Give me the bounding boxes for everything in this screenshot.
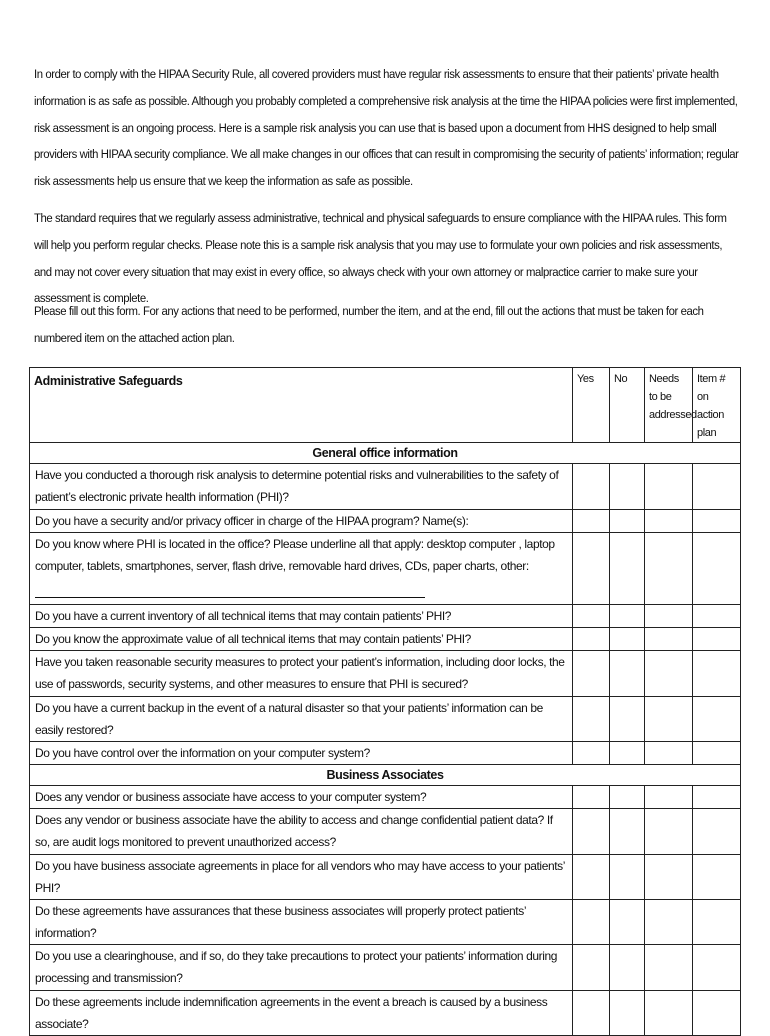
table-row	[30, 628, 741, 651]
needs-addressed-cell[interactable]	[645, 809, 693, 855]
table-row	[30, 786, 741, 809]
question-text: Do you have control over the information on your computer system?	[30, 742, 573, 765]
action-plan-item-cell[interactable]	[693, 651, 741, 697]
needs-addressed-cell[interactable]	[645, 900, 693, 945]
other-fill-in-line[interactable]	[35, 577, 425, 598]
section-title-business-associates: Business Associates	[30, 765, 741, 786]
question-text: Do you have a current inventory of all technical items that may contain patients’ PHI?	[30, 605, 573, 628]
answer-yes-cell[interactable]	[573, 786, 610, 809]
action-plan-item-cell[interactable]	[693, 786, 741, 809]
answer-no-cell[interactable]	[610, 510, 645, 533]
action-plan-item-cell[interactable]	[693, 991, 741, 1036]
answer-yes-cell[interactable]	[573, 533, 610, 605]
administrative-safeguards-table	[29, 367, 741, 1036]
answer-yes-cell[interactable]	[573, 945, 610, 991]
column-header-yes: Yes	[573, 368, 610, 443]
answer-yes-cell[interactable]	[573, 464, 610, 510]
answer-yes-cell[interactable]	[573, 651, 610, 697]
table-row	[30, 464, 741, 510]
table-header-row	[30, 368, 741, 443]
question-text: Do you know where PHI is located in the office? Please underline all that apply: desktop computer , laptop computer, tablets, smartphones, server, flash drive, removable hard drives, CDs, paper charts, other:	[35, 537, 555, 573]
action-plan-item-cell[interactable]	[693, 533, 741, 605]
table-row	[30, 605, 741, 628]
intro-paragraph-3: Please fill out this form. For any actions that need to be performed, number the item, and at the end, fill out the actions that must be taken for each numbered item on the attached action plan.	[34, 304, 704, 345]
answer-no-cell[interactable]	[610, 855, 645, 900]
needs-addressed-cell[interactable]	[645, 991, 693, 1036]
column-header-needs-addressed: Needs to be addressed	[645, 368, 693, 443]
action-plan-item-cell[interactable]	[693, 945, 741, 991]
question-text: Have you conducted a thorough risk analysis to determine potential risks and vulnerabilities to the safety of patient’s electronic private health information (PHI)?	[30, 464, 573, 510]
action-plan-item-cell[interactable]	[693, 855, 741, 900]
needs-addressed-cell[interactable]	[645, 697, 693, 742]
table-row	[30, 651, 741, 697]
needs-addressed-cell[interactable]	[645, 533, 693, 605]
answer-yes-cell[interactable]	[573, 510, 610, 533]
table-row	[30, 697, 741, 742]
table-title: Administrative Safeguards	[30, 368, 573, 443]
action-plan-item-cell[interactable]	[693, 809, 741, 855]
action-plan-item-cell[interactable]	[693, 510, 741, 533]
answer-no-cell[interactable]	[610, 464, 645, 510]
needs-addressed-cell[interactable]	[645, 945, 693, 991]
action-plan-item-cell[interactable]	[693, 742, 741, 765]
action-plan-item-cell[interactable]	[693, 900, 741, 945]
answer-no-cell[interactable]	[610, 605, 645, 628]
answer-no-cell[interactable]	[610, 991, 645, 1036]
intro-paragraph-1: In order to comply with the HIPAA Security Rule, all covered providers must have regular risk assessments to ensure that their patients’ private health information is as safe as possible. Although you probably completed a comprehensive risk analysis at the time the HIPAA policies were first implemented, risk assessment is an ongoing process. Here is a sample risk analysis you can use that is based upon a document from HHS designed to help small providers with HIPAA security compliance. We all make changes in our offices that can result in compromising the security of patients’ information; regular risk assessments help us ensure that we keep the information as safe as possible.	[34, 67, 739, 189]
table-row	[30, 991, 741, 1036]
answer-no-cell[interactable]	[610, 697, 645, 742]
needs-addressed-cell[interactable]	[645, 510, 693, 533]
question-text: Do you use a clearinghouse, and if so, do they take precautions to protect your patients’ information during processing and transmission?	[30, 945, 573, 991]
answer-no-cell[interactable]	[610, 628, 645, 651]
answer-yes-cell[interactable]	[573, 742, 610, 765]
question-text: Does any vendor or business associate have access to your computer system?	[30, 786, 573, 809]
question-cell	[30, 533, 573, 605]
table-row	[30, 900, 741, 945]
answer-yes-cell[interactable]	[573, 991, 610, 1036]
answer-no-cell[interactable]	[610, 809, 645, 855]
question-text: Do you have a current backup in the event of a natural disaster so that your patients’ information can be easily restored?	[30, 697, 573, 742]
needs-addressed-cell[interactable]	[645, 786, 693, 809]
answer-no-cell[interactable]	[610, 786, 645, 809]
answer-yes-cell[interactable]	[573, 855, 610, 900]
table-row	[30, 809, 741, 855]
action-plan-item-cell[interactable]	[693, 697, 741, 742]
intro-paragraph-2: The standard requires that we regularly assess administrative, technical and physical safeguards to ensure compliance with the HIPAA rules. This form will help you perform regular checks. Please note this is a sample risk analysis that you may use to formulate your own policies and risk assessments, and may not cover every situation that may exist in every office, so always check with your own attorney or malpractice carrier to make sure your assessment is complete.	[34, 211, 727, 306]
question-text: Does any vendor or business associate have the ability to access and change confidential patient data? If so, are audit logs monitored to prevent unauthorized access?	[30, 809, 573, 855]
question-text: Do you have business associate agreements in place for all vendors who may have access to your patients’ PHI?	[30, 855, 573, 900]
table-row	[30, 742, 741, 765]
needs-addressed-cell[interactable]	[645, 742, 693, 765]
answer-no-cell[interactable]	[610, 651, 645, 697]
question-text: Do these agreements have assurances that these business associates will properly protect patients’ information?	[30, 900, 573, 945]
needs-addressed-cell[interactable]	[645, 628, 693, 651]
needs-addressed-cell[interactable]	[645, 855, 693, 900]
question-text: Do these agreements include indemnification agreements in the event a breach is caused by a business associate?	[30, 991, 573, 1036]
answer-yes-cell[interactable]	[573, 605, 610, 628]
table-row	[30, 945, 741, 991]
action-plan-item-cell[interactable]	[693, 605, 741, 628]
answer-yes-cell[interactable]	[573, 900, 610, 945]
table-row	[30, 533, 741, 605]
question-text: Have you taken reasonable security measures to protect your patient’s information, including door locks, the use of passwords, security systems, and other measures to ensure that PHI is secured?	[30, 651, 573, 697]
answer-no-cell[interactable]	[610, 945, 645, 991]
section-title-general-office: General office information	[30, 443, 741, 464]
column-header-action-plan-item: Item # on action plan	[693, 368, 741, 443]
answer-no-cell[interactable]	[610, 742, 645, 765]
answer-yes-cell[interactable]	[573, 809, 610, 855]
needs-addressed-cell[interactable]	[645, 651, 693, 697]
column-header-no: No	[610, 368, 645, 443]
table-row	[30, 510, 741, 533]
answer-yes-cell[interactable]	[573, 697, 610, 742]
needs-addressed-cell[interactable]	[645, 605, 693, 628]
question-text: Do you know the approximate value of all technical items that may contain patients’ PHI?	[30, 628, 573, 651]
answer-no-cell[interactable]	[610, 533, 645, 605]
answer-yes-cell[interactable]	[573, 628, 610, 651]
table-row	[30, 855, 741, 900]
action-plan-item-cell[interactable]	[693, 628, 741, 651]
section-row-business-associates	[30, 765, 741, 786]
answer-no-cell[interactable]	[610, 900, 645, 945]
question-text: Do you have a security and/or privacy officer in charge of the HIPAA program? Name(s):	[30, 510, 573, 533]
section-row-general-office	[30, 443, 741, 464]
action-plan-item-cell[interactable]	[693, 464, 741, 510]
needs-addressed-cell[interactable]	[645, 464, 693, 510]
